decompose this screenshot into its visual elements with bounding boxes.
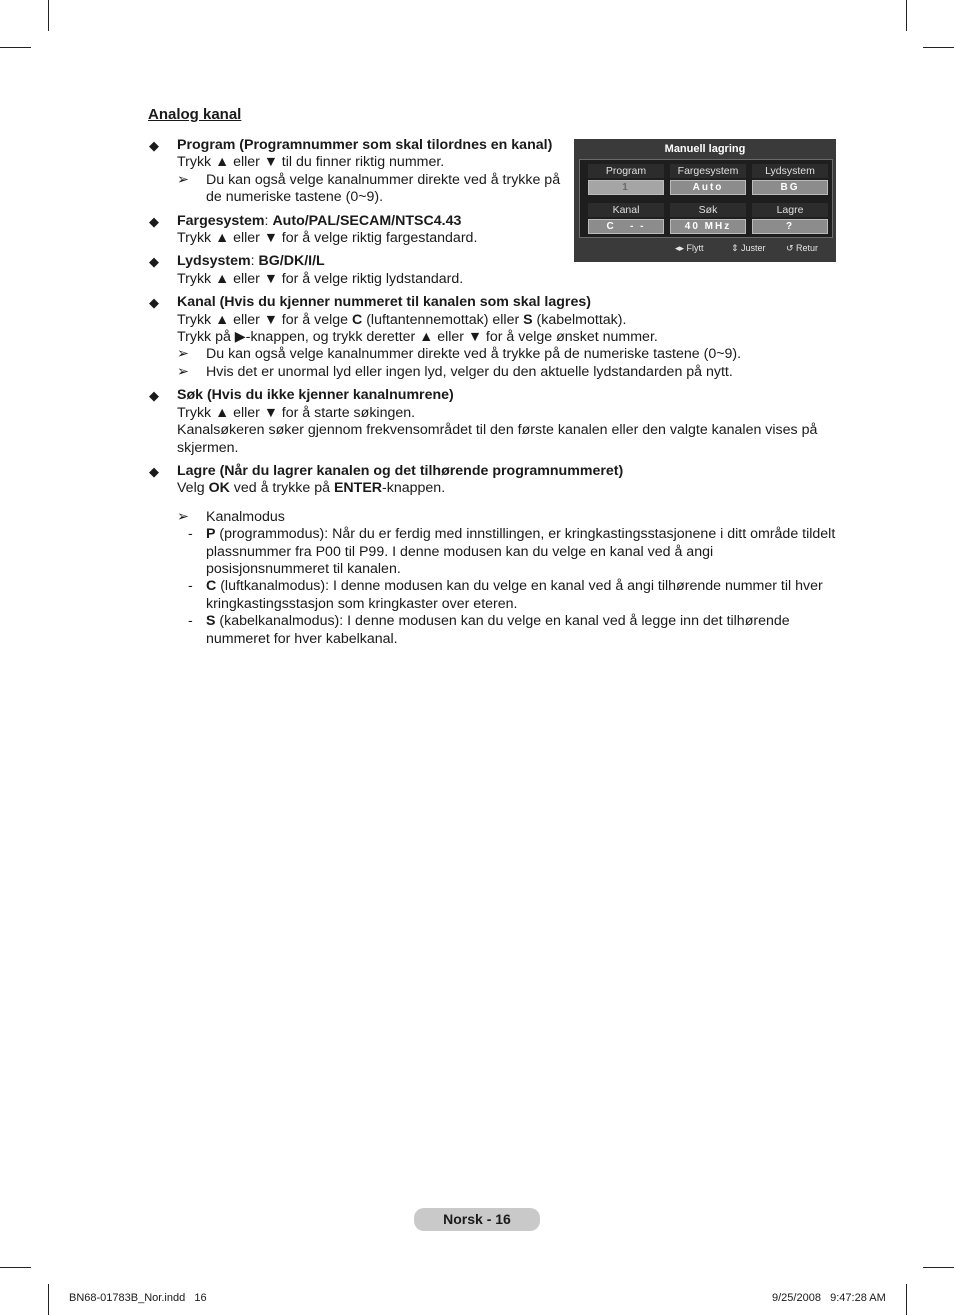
osd-program-value: 1 bbox=[588, 180, 664, 195]
bullet-diamond-icon: ◆ bbox=[149, 213, 159, 229]
item-lyd-value: BG/DK/I/L bbox=[258, 253, 325, 270]
crop-mark bbox=[906, 0, 907, 31]
osd-lydsystem-label: Lydsystem bbox=[752, 164, 828, 178]
item-kanal bbox=[148, 294, 838, 381]
crop-mark bbox=[48, 0, 49, 31]
item-lyd-head: Lydsystem bbox=[177, 253, 251, 270]
item-kanal-head: Kanal (Hvis du kjenner nummeret til kanalen som skal lagres) bbox=[177, 294, 591, 311]
item-sok bbox=[148, 387, 838, 457]
osd-footer-adjust: ⇕ Juster bbox=[731, 243, 766, 253]
date-info: 9/25/2008 9:47:28 AM bbox=[772, 1292, 886, 1304]
item-lagre bbox=[148, 463, 838, 648]
bullet-diamond-icon: ◆ bbox=[149, 295, 159, 311]
item-kanal-note2: ➢ Hvis det er unormal lyd eller ingen lyd, velger du den aktuelle lydstandarden på nytt. bbox=[177, 363, 733, 380]
mode-c: - C (luftkanalmodus): I denne modusen kan du velge en kanal ved å angi tilhørende nummer til hver kringkastingsstasjon som kringkaster over eteren. bbox=[188, 578, 823, 612]
osd-sok-label: Søk bbox=[670, 203, 746, 217]
item-lyd-text: Trykk ▲ eller ▼ for å velge riktig lydstandard. bbox=[177, 270, 464, 287]
item-farge-text: Trykk ▲ eller ▼ for å velge riktig fargestandard. bbox=[177, 230, 478, 247]
note-arrow-icon: ➢ bbox=[177, 363, 189, 380]
mode-s: - S (kabelkanalmodus): I denne modusen kan du velge en kanal ved å legge inn det tilhørende nummeret for hver kabelkanal. bbox=[188, 613, 790, 647]
item-sok-text2: Kanalsøkeren søker gjennom frekvensområdet til den første kanalen eller den valgte kanalen vises på skjermen. bbox=[177, 422, 818, 456]
osd-lydsystem-value: BG bbox=[752, 180, 828, 195]
item-program-text: Trykk ▲ eller ▼ til du finner riktig nummer. bbox=[177, 154, 445, 171]
item-fargesystem: ◆ Fargesystem: Auto/PAL/SECAM/NTSC4.43 Trykk ▲ eller ▼ for å velge riktig fargestandard. bbox=[148, 213, 838, 248]
crop-mark bbox=[0, 47, 31, 48]
crop-mark bbox=[906, 1284, 907, 1315]
item-program-head: Program (Programnummer som skal tilordnes en kanal) bbox=[177, 137, 553, 153]
instructions bbox=[148, 137, 838, 648]
item-farge-value: Auto/PAL/SECAM/NTSC4.43 bbox=[272, 212, 462, 229]
item-farge-head: Fargesystem bbox=[177, 212, 265, 229]
bullet-diamond-icon: ◆ bbox=[149, 388, 159, 404]
item-lagre-text: Velg OK ved å trykke på ENTER-knappen. bbox=[177, 480, 446, 497]
note-arrow-icon: ➢ bbox=[177, 346, 189, 363]
bullet-diamond-icon: ◆ bbox=[149, 254, 159, 270]
section-title: Analog kanal bbox=[148, 106, 242, 123]
osd-fargesystem-label: Fargesystem bbox=[670, 164, 746, 178]
item-kanal-note1: ➢ Du kan også velge kanalnummer direkte ved å trykke på de numeriske tastene (0~9). bbox=[177, 346, 742, 363]
page-number-badge: Norsk - 16 bbox=[414, 1208, 540, 1231]
crop-mark bbox=[923, 47, 954, 48]
item-lydsystem: ◆ Lydsystem: BG/DK/I/L Trykk ▲ eller ▼ for å velge riktig lydstandard. bbox=[148, 253, 838, 288]
item-lagre-head: Lagre (Når du lagrer kanalen og det tilhørende programnummeret) bbox=[177, 462, 624, 479]
osd-kanal-label: Kanal bbox=[588, 203, 664, 217]
osd-sok-value: 40 MHz bbox=[670, 219, 746, 234]
crop-mark bbox=[923, 1267, 954, 1268]
item-program-note-text: Du kan også velge kanalnummer direkte ved å trykke på de numeriske tastene (0~9). bbox=[206, 171, 561, 206]
osd-kanal-value: C - - bbox=[588, 219, 664, 234]
osd-footer-return: ↺ Retur bbox=[786, 243, 819, 253]
osd-title: Manuell lagring bbox=[664, 143, 746, 155]
note-arrow-icon: ➢ bbox=[177, 171, 189, 188]
crop-mark bbox=[48, 1284, 49, 1315]
item-sok-head: Søk (Hvis du ikke kjenner kanalnumrene) bbox=[177, 387, 454, 404]
item-sok-text1: Trykk ▲ eller ▼ for å starte søkingen. bbox=[177, 404, 416, 421]
osd-lagre-label: Lagre bbox=[752, 203, 828, 217]
item-kanalmodus: ➢ Kanalmodus bbox=[177, 508, 285, 525]
item-program bbox=[148, 137, 567, 207]
bullet-diamond-icon: ◆ bbox=[149, 463, 159, 479]
osd-fargesystem-value: Auto bbox=[670, 180, 746, 195]
mode-p: - P (programmodus): Når du er ferdig med innstillingen, er kringkastingsstasjonene i ditt område tildelt plassnummer fra P00 til P99. I denne modusen kan du velge en kanal ved å angi posisjonsnummeret til kanalen. bbox=[188, 526, 836, 577]
bullet-diamond-icon: ◆ bbox=[149, 138, 159, 153]
item-program-note bbox=[177, 172, 567, 207]
osd-program-label: Program bbox=[588, 164, 664, 178]
file-info: BN68-01783B_Nor.indd 16 bbox=[69, 1292, 207, 1304]
item-kanal-text2: Trykk på ▶-knappen, og trykk deretter ▲ eller ▼ for å velge ønsket nummer. bbox=[177, 329, 658, 346]
crop-mark bbox=[0, 1267, 31, 1268]
note-arrow-icon: ➢ bbox=[177, 508, 189, 525]
osd-footer-move: ◂▸ Flytt bbox=[675, 243, 704, 253]
osd-lagre-value: ? bbox=[752, 219, 828, 234]
item-kanal-text1: Trykk ▲ eller ▼ for å velge C (luftantennemottak) eller S (kabelmottak). bbox=[177, 311, 627, 328]
